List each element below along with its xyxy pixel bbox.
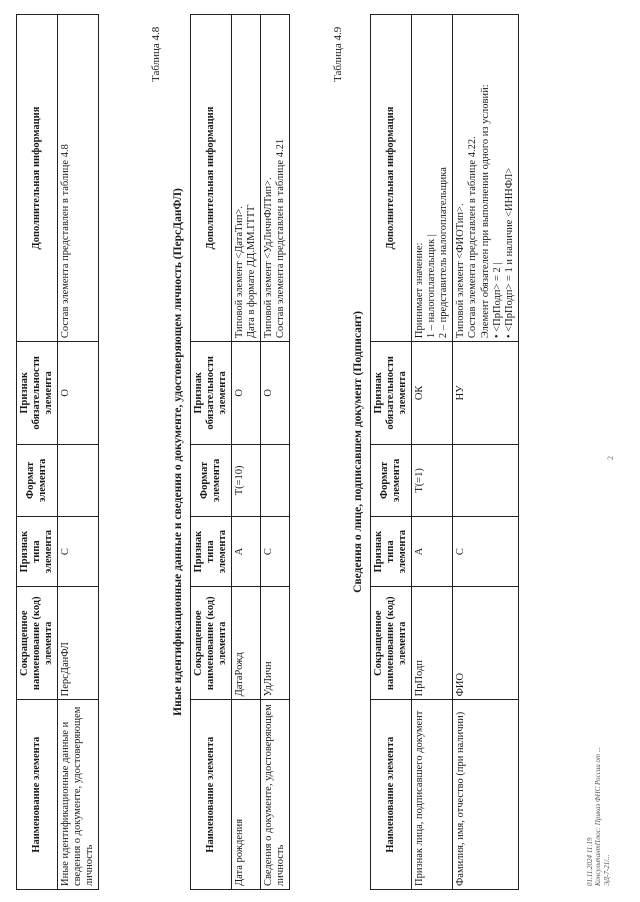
cell-code: ПерсДанФЛ xyxy=(58,587,99,700)
header-format: Формат элемента xyxy=(371,444,412,517)
cell-required: О xyxy=(58,342,99,444)
header-code: Сокращенное наименование (код) элемента xyxy=(17,587,58,700)
table-row xyxy=(412,15,453,890)
cell-format xyxy=(261,444,290,517)
cell-info xyxy=(232,15,261,342)
info-line: 2 – представитель налогоплательщика xyxy=(438,167,450,339)
header-info: Дополнительная информация xyxy=(17,15,58,342)
caption-4-9: Сведения о лице, подписавшем документ (Подписант) xyxy=(352,311,364,593)
info-line: • <ПрПодп> = 1 и наличие <ИННФЛ> xyxy=(503,167,515,339)
cell-required: О xyxy=(261,342,290,444)
header-type: Признак типа элемента xyxy=(17,517,58,587)
header-format: Формат элемента xyxy=(191,444,232,517)
header-name: Наименование элемента xyxy=(371,700,412,890)
header-code: Сокращенное наименование (код) элемента xyxy=(191,587,232,700)
cell-type: С xyxy=(58,517,99,587)
table-4-8 xyxy=(190,14,290,890)
header-name: Наименование элемента xyxy=(17,700,58,890)
header-info: Дополнительная информация xyxy=(191,15,232,342)
cell-name: Иные идентификационные данные и сведения о документе, удостоверяющем личность xyxy=(58,700,99,890)
table-continuation xyxy=(16,14,99,890)
table-row xyxy=(453,15,518,890)
table-number-4-8: Таблица 4.8 xyxy=(150,26,162,82)
header-required: Признак обязательности элемента xyxy=(371,342,412,444)
cell-required: О xyxy=(232,342,261,444)
info-line: Типовой элемент <ДатаТип>. xyxy=(234,205,246,339)
cell-type: С xyxy=(261,517,290,587)
header-required: Признак обязательности элемента xyxy=(17,342,58,444)
cell-format xyxy=(453,444,518,517)
cell-required: ОК xyxy=(412,342,453,444)
cell-name: Фамилия, имя, отчество (при наличии) xyxy=(453,700,518,890)
info-line: Дата в формате ДД.ММ.ГГГГ xyxy=(246,204,258,339)
info-line: Состав элемента представлен в таблице 4.8 xyxy=(60,144,72,339)
table-header-row xyxy=(17,15,58,890)
cell-name: Дата рождения xyxy=(232,700,261,890)
info-line: Принимает значение: xyxy=(414,242,426,339)
caption-4-8: Иные идентификационные данные и сведения о документе, удостоверяющем личность (ПерсДанФЛ) xyxy=(172,188,184,716)
info-line: • <ПрПодп> = 2 | xyxy=(491,262,503,339)
cell-code: УдЛичн xyxy=(261,587,290,700)
cell-type: С xyxy=(453,517,518,587)
cell-format: Т(=10) xyxy=(232,444,261,517)
table-header-row xyxy=(371,15,412,890)
cell-info xyxy=(261,15,290,342)
info-line: Типовой элемент <ФИОТип>. xyxy=(455,203,467,339)
cell-name: Сведения о документе, удостоверяющем личность xyxy=(261,700,290,890)
header-code: Сокращенное наименование (код) элемента xyxy=(371,587,412,700)
stamp-line: ЭД-7-21/... xyxy=(602,854,611,886)
header-name: Наименование элемента xyxy=(191,700,232,890)
header-info: Дополнительная информация xyxy=(371,15,412,342)
print-stamp xyxy=(586,747,611,886)
cell-name: Признак лица, подписавшего документ xyxy=(412,700,453,890)
info-line: 1 – налогоплательщик | xyxy=(426,234,438,339)
table-row xyxy=(232,15,261,890)
cell-type: А xyxy=(232,517,261,587)
info-line: Состав элемента представлен в таблице 4.21 xyxy=(275,138,287,339)
table-row xyxy=(261,15,290,890)
stamp-line: КонсультантПлюс: Приказ ФНС России от ... xyxy=(594,746,603,886)
header-required: Признак обязательности элемента xyxy=(191,342,232,444)
cell-code: ФИО xyxy=(453,587,518,700)
stamp-line: 01.11.2024 11:19 xyxy=(586,837,594,886)
cell-info xyxy=(412,15,453,342)
info-line: Элемент обязателен при выполнении одного из условий: xyxy=(479,84,491,339)
cell-info xyxy=(453,15,518,342)
header-format: Формат элемента xyxy=(17,444,58,517)
table-row xyxy=(58,15,99,890)
cell-code: ПрПодп xyxy=(412,587,453,700)
page-mark: 2 xyxy=(606,456,615,460)
cell-format: Т(=1) xyxy=(412,444,453,517)
info-line: Состав элемента представлен в таблице 4.22. xyxy=(467,136,479,339)
table-4-9 xyxy=(370,14,519,890)
table-header-row xyxy=(191,15,232,890)
cell-format xyxy=(58,444,99,517)
header-type: Признак типа элемента xyxy=(191,517,232,587)
cell-type: А xyxy=(412,517,453,587)
header-type: Признак типа элемента xyxy=(371,517,412,587)
table-number-4-9: Таблица 4.9 xyxy=(332,26,344,82)
cell-info xyxy=(58,15,99,342)
cell-code: ДатаРожд xyxy=(232,587,261,700)
info-line: Типовой элемент <УдЛичнФЛТип>. xyxy=(263,177,275,339)
cell-required: НУ xyxy=(453,342,518,444)
